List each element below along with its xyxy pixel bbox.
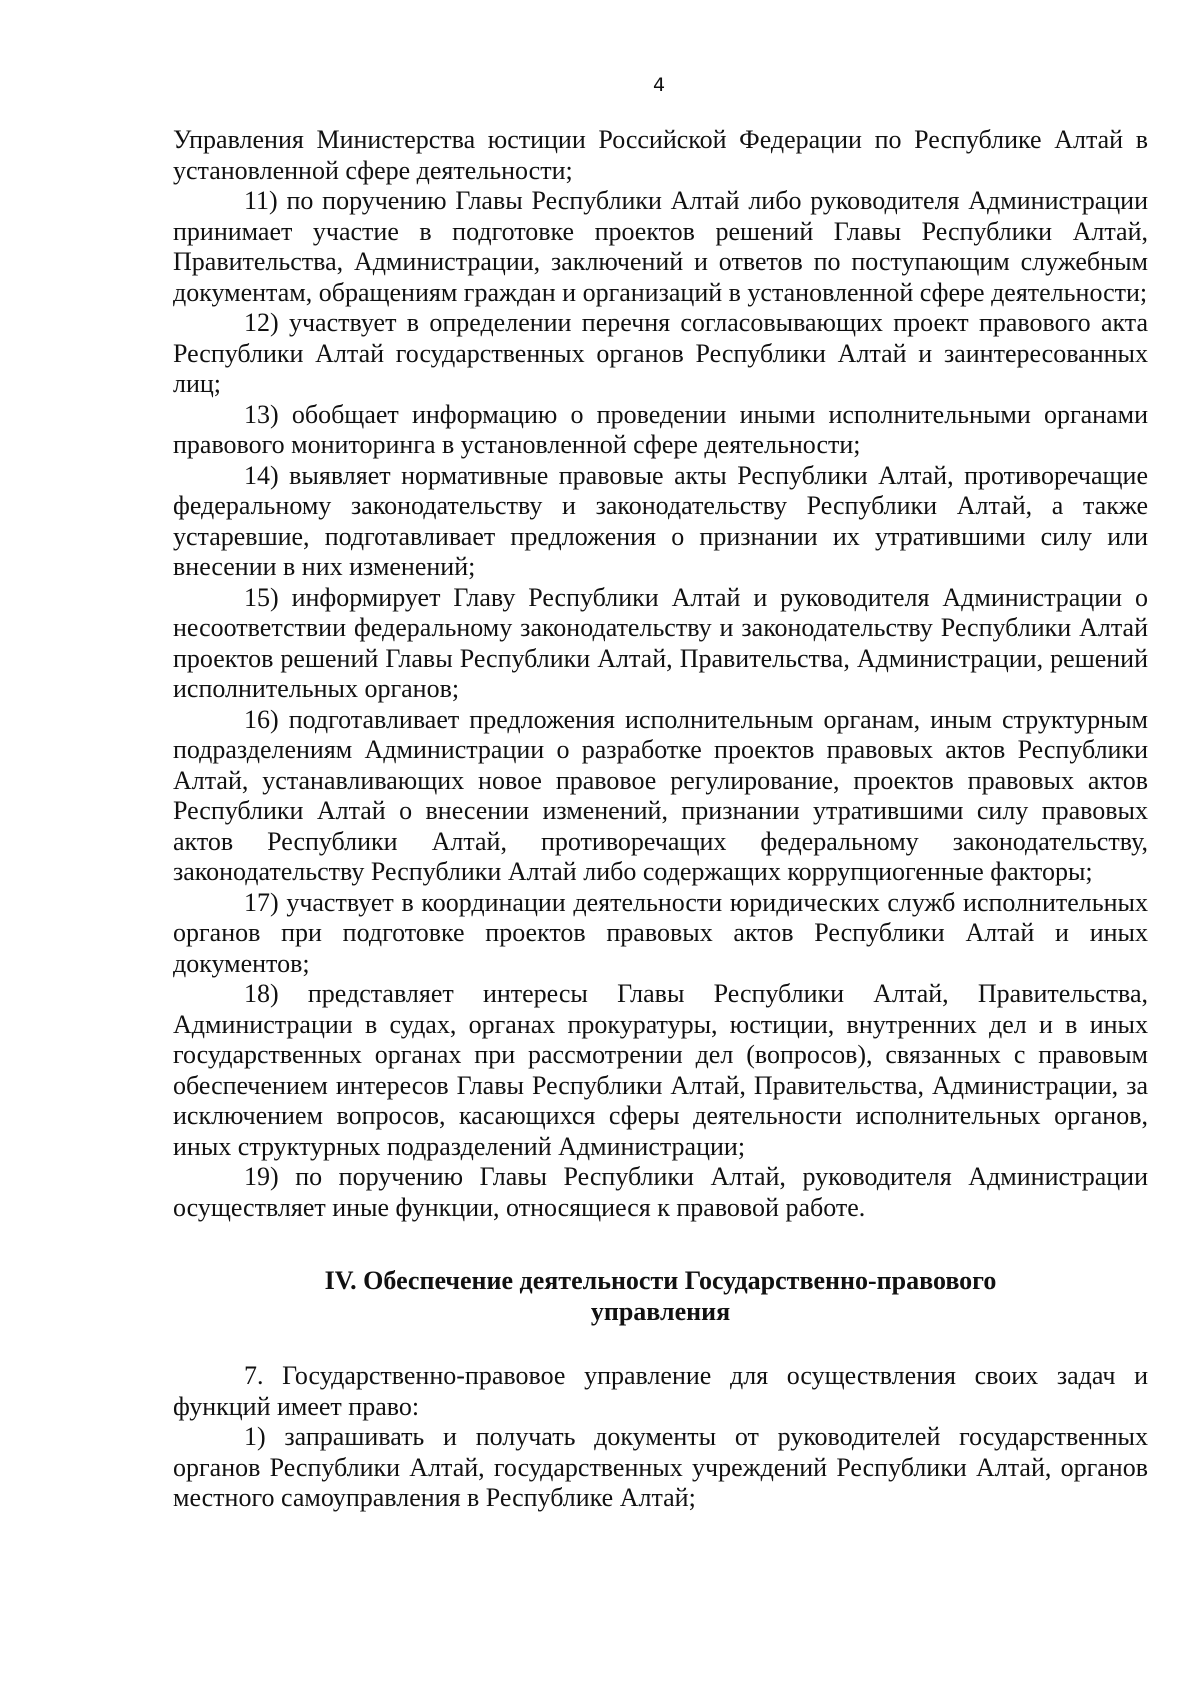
paragraph-item-11: 11) по поручению Главы Республики Алтай либо руководителя Администрации принимает участие в подготовке проектов решений Главы Республики Алтай, Правительства, Администрации, заключений и ответов по поступающим служебным документам, обращениям граждан и организаций в установленной сфере деятельности; — [173, 186, 1148, 307]
paragraph-clause-7: 7. Государственно-правовое управление для осуществления своих задач и функций имеет право: — [173, 1361, 1148, 1421]
paragraph-clause-7-item-1: 1) запрашивать и получать документы от руководителей государственных органов Республики Алтай, государственных учреждений Республики Алтай, органов местного самоуправления в Республике Алтай; — [173, 1422, 1148, 1512]
paragraph-item-16: 16) подготавливает предложения исполнительным органам, иным структурным подразделениям Администрации о разработке проектов правовых актов Республики Алтай, устанавливающих новое правовое регулирование, проектов правовых актов Республики Алтай о внесении изменений, признании утратившими силу правовых актов Республики Алтай, противоречащих федеральному законодательству, законодательству Республики Алтай либо содержащих коррупциогенные факторы; — [173, 704, 1148, 886]
paragraph-item-12: 12) участвует в определении перечня согласовывающих проект правового акта Республики Алтай государственных органов Республики Алтай и заинтересованных лиц; — [173, 308, 1148, 398]
paragraph-continuation: Управления Министерства юстиции Российской Федерации по Республике Алтай в установленной сфере деятельности; — [173, 125, 1148, 185]
paragraph-item-14: 14) выявляет нормативные правовые акты Республики Алтай, противоречащие федеральному законодательству и законодательству Республики Алтай, а также устаревшие, подготавливает предложения о признании их утратившими силу или внесении в них изменений; — [173, 460, 1148, 581]
section-heading: IV. Обеспечение деятельности Государственно-правового управления — [324, 1266, 997, 1326]
paragraph-item-17: 17) участвует в координации деятельности юридических служб исполнительных органов при подготовке проектов правовых актов Республики Алтай и иных документов; — [173, 887, 1148, 978]
paragraph-item-15: 15) информирует Главу Республики Алтай и руководителя Администрации о несоответствии федеральному законодательству и законодательству Республики Алтай проектов решений Главы Республики Алтай, Правительства, Администрации, решений исполнительных органов; — [173, 582, 1148, 703]
paragraph-item-18: 18) представляет интересы Главы Республики Алтай, Правительства, Администрации в судах, органах прокуратуры, юстиции, внутренних дел и в иных государственных органах при рассмотрении дел (вопросов), связанных с правовым обеспечением интересов Главы Республики Алтай, Правительства, Администрации, за исключением вопросов, касающихся сферы деятельности исполнительных органов, иных структурных подразделений Администрации; — [173, 979, 1148, 1161]
page-number: 4 — [652, 74, 666, 96]
document-body — [173, 125, 1148, 1514]
paragraph-item-19: 19) по поручению Главы Республики Алтай, руководителя Администрации осуществляет иные функции, относящиеся к правовой работе. — [173, 1162, 1148, 1222]
paragraph-item-13: 13) обобщает информацию о проведении иными исполнительными органами правового мониторинга в установленной сфере деятельности; — [173, 399, 1148, 459]
